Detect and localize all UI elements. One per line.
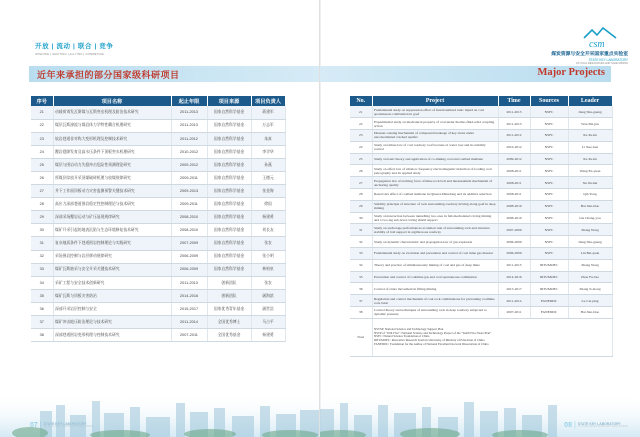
cell-project: 煤层瓦斯渗流与煤岩体力学特性耦合机理研究: [53, 119, 171, 132]
table-notes-row: [350, 318, 612, 356]
cell-no: 25: [350, 153, 372, 165]
cell-no: 32: [350, 236, 372, 248]
table-row: [350, 153, 612, 165]
cell-years: 2011-2012: [498, 130, 530, 142]
cell-leader: 张农: [251, 237, 285, 250]
cell-project: Control theory and techniques of surrounding rock in deep roadway subjected to dynamic pressure: [372, 307, 498, 319]
cell-project: Experimental study on mechanical property of coal under thermo-fluid-solid coupling action: [372, 118, 498, 130]
cell-leader: Jiang Shu-guang: [568, 236, 612, 248]
cell-project: 采场围岩控制与岩层移动规律研究: [53, 250, 171, 263]
cell-no: 29: [31, 211, 53, 224]
col-project-header: 项目名称: [53, 96, 171, 106]
cell-leader: Jiang Shu-guang: [568, 106, 612, 118]
note-line: NSFC: Natural Science Foundation of China: [374, 334, 430, 339]
logo-cn: 煤炭资源与安全开采国家重点实验室: [551, 52, 628, 57]
table-row: [350, 307, 612, 319]
cell-project: 煤矿瓦斯与顶板灾害防治: [53, 289, 171, 302]
table-row: [31, 289, 285, 302]
table-row: [350, 118, 612, 130]
cell-leader: 屠世浩: [251, 302, 285, 315]
cell-project: 深部巷道围岩变形机理与控制技术研究: [53, 329, 171, 342]
cell-source: 国家自然科学基金: [207, 198, 251, 211]
cell-project: Theory and practice of simultaneously mining of coal and gas of deep mine: [372, 259, 498, 271]
table-row: [31, 250, 285, 263]
cell-no: 25: [31, 158, 53, 171]
cell-project: 井下工作面顶板动力灾害监测预警关键技术研究: [53, 185, 171, 198]
cell-years: 2008-2011: [498, 177, 530, 189]
cell-project: 复杂地质条件下巷道围岩控制理论与实践研究: [53, 237, 171, 250]
cell-no: 30: [350, 212, 372, 224]
cell-leader: Xu Jin-hai: [568, 177, 612, 189]
table-row: [31, 171, 285, 184]
note-label: Note: [350, 318, 372, 356]
cell-no: 26: [31, 171, 53, 184]
cell-source: 国家自然科学基金: [207, 185, 251, 198]
cell-years: 2011-2013: [498, 259, 530, 271]
cell-project: Disaster-causing mechanism of compound breakage of key strata under unconsolidated cracked aquifer: [372, 130, 498, 142]
notes-cell: [372, 318, 612, 356]
table-row: [350, 106, 612, 118]
cell-project: Prevention and control of coalmine gas and coal spontaneous combustion: [372, 271, 498, 283]
cell-no: 38: [31, 329, 53, 342]
cell-project: Study on failure law of coal roadway roof because of water loss and its stability control: [372, 141, 498, 153]
cell-source: FANEDDC: [530, 295, 568, 307]
table-row: [31, 224, 285, 237]
table-row: [31, 329, 285, 342]
cell-no: 37: [350, 295, 372, 307]
cell-no: 27: [31, 185, 53, 198]
cell-source: 国家自然科学基金: [207, 250, 251, 263]
table-row: [31, 302, 285, 315]
col-years-header: 起止年限: [171, 96, 207, 106]
cell-source: NSFC: [530, 153, 568, 165]
lab-logo: [540, 26, 628, 65]
cell-leader: 杨建勇: [251, 211, 285, 224]
cell-no: 22: [350, 118, 372, 130]
city-skyline-illustration: [0, 393, 320, 437]
city-skyline-illustration: [320, 393, 640, 437]
cell-source: 国家自然科学基金: [207, 237, 251, 250]
cell-leader: 林柏泉: [251, 263, 285, 276]
table-row: [350, 283, 612, 295]
cell-source: NSFC: [530, 212, 568, 224]
col-sources-header: Sources: [530, 96, 568, 106]
cell-no: 33: [31, 263, 53, 276]
cell-leader: 徐国: [251, 198, 285, 211]
cell-no: 23: [31, 132, 53, 145]
cell-leader: Xu Jia-lin: [568, 130, 612, 142]
cell-leader: 万志军: [251, 119, 285, 132]
cell-years: 2009-2013: [171, 185, 207, 198]
cell-source: NSFC: [530, 106, 568, 118]
cell-no: 28: [350, 189, 372, 201]
cell-source: NSFC: [530, 141, 568, 153]
cell-years: 2011-2012: [171, 132, 207, 145]
cell-source: 创新团队: [207, 289, 251, 302]
table-row: [31, 158, 285, 171]
cell-leader: 朱真: [251, 132, 285, 145]
cell-leader: Zhou Fu-bao: [568, 271, 612, 283]
tagline-cn: 开放 | 流动 | 联合 | 竞争: [35, 43, 114, 50]
cell-years: 2007-2009: [171, 237, 207, 250]
cell-source: NSFC: [530, 236, 568, 248]
cell-project: Study on anchorage performances evolution rule of surrounding rock and structure stability of bolt support in argillaceous roadway: [372, 224, 498, 236]
cell-years: 2011-2013: [498, 118, 530, 130]
cell-project: 煤层与围岩动力失稳冲击危险性预测理论研究: [53, 158, 171, 171]
cell-no: 32: [31, 250, 53, 263]
cell-no: 26: [350, 165, 372, 177]
cell-no: 30: [31, 224, 53, 237]
cell-leader: Xu Jia-lin: [568, 153, 612, 165]
cell-source: NSFC: [530, 189, 568, 201]
cell-project: 煤矿冲击地压防治理论与技术研究: [53, 316, 171, 329]
cell-project: Study on effect law of ultralow frequency electromagnetic induction of loading coal petrography and its applied study: [372, 165, 498, 177]
cell-leader: Zhang Nong: [568, 224, 612, 236]
cell-years: 2009-2012: [171, 158, 207, 171]
cell-source: FANEDDC: [530, 307, 568, 319]
cell-source: 国家自然科学基金: [207, 106, 251, 119]
table-row: [350, 200, 612, 212]
logo-wordmark: csm: [589, 39, 605, 50]
cell-source: 全国优秀基金: [207, 329, 251, 342]
cell-no: 34: [31, 276, 53, 289]
cell-source: 国家优秀青年基金: [207, 302, 251, 315]
cell-project: 煤矿开采引起的地表沉陷与生态环境修复技术研究: [53, 224, 171, 237]
section-banner: [29, 66, 320, 82]
cell-years: 2011-2013: [171, 106, 207, 119]
cell-source: NSFC: [530, 165, 568, 177]
cell-source: IRTUMOEC: [530, 259, 568, 271]
cell-no: 36: [31, 302, 53, 315]
table-header: [350, 96, 612, 106]
cell-leader: 张小明: [251, 250, 285, 263]
table-row: [31, 132, 285, 145]
table-row: [350, 236, 612, 248]
cell-years: 2015-2017: [498, 283, 530, 295]
table-row: [31, 237, 285, 250]
cell-years: 2006-2009: [171, 250, 207, 263]
table-row: [31, 198, 285, 211]
cell-project: Stability principle of structure of rock surrounding roadway driving along goaf in deep mining: [372, 200, 498, 212]
cell-no: 21: [31, 106, 53, 119]
cell-source: 国家自然科学基金: [207, 171, 251, 184]
cell-years: 2009-2011: [171, 171, 207, 184]
cell-no: 34: [350, 259, 372, 271]
table-row: [350, 295, 612, 307]
table-row: [350, 165, 612, 177]
cell-project: 厚煤层综放开采顶煤破碎机理与放煤规律研究: [53, 171, 171, 184]
cell-project: Reservoirs effect of coalbed methane in Qinwei-Dinudong and its additive selection: [372, 189, 498, 201]
table-row: [31, 211, 285, 224]
cell-leader: Wan Zhi-jun: [568, 118, 612, 130]
cell-no: 24: [350, 141, 372, 153]
cell-source: 国家自然科学基金: [207, 263, 251, 276]
cell-no: 35: [350, 271, 372, 283]
projects-table-cn: [31, 96, 286, 342]
table-row: [350, 224, 612, 236]
cell-source: 创新团队: [207, 276, 251, 289]
cell-years: 2011-2014: [498, 295, 530, 307]
cell-project: 高应力深部巷道围岩稳定性控制理论与技术研究: [53, 198, 171, 211]
table-row: [350, 212, 612, 224]
cell-source: 国家自然科学基金: [207, 145, 251, 158]
cell-leader: Bai Jian-biao: [568, 307, 612, 319]
table-row: [350, 248, 612, 260]
logo-en1: STATE KEY LABORATORY: [588, 58, 628, 62]
table-row: [350, 259, 612, 271]
cell-source: NSFC: [530, 200, 568, 212]
cell-project: 深部采场覆岩运动与矿压显现规律研究: [53, 211, 171, 224]
cell-source: NSFC: [530, 130, 568, 142]
cell-leader: 张金海: [251, 185, 285, 198]
cell-source: IRTUMOEC: [530, 283, 568, 295]
cell-no: 21: [350, 106, 372, 118]
cell-years: 2006-2009: [498, 236, 530, 248]
table-row: [31, 185, 285, 198]
tagline: [35, 41, 114, 56]
cell-leader: Zhang Ji-xiong: [568, 283, 612, 295]
cell-no: 29: [350, 200, 372, 212]
cell-leader: 刘长友: [251, 224, 285, 237]
table-row: [31, 263, 285, 276]
cell-project: Regulation and control mechanism of coal rock combinations for preventing coalmine rock burst: [372, 295, 498, 307]
cell-years: 2006-2009: [171, 263, 207, 276]
cell-no: 22: [31, 119, 53, 132]
table-row: [31, 106, 285, 119]
cell-project: Control of strata movement in filling mining: [372, 283, 498, 295]
cell-years: 2014-2016: [498, 271, 530, 283]
col-leader-header: Leader: [568, 96, 612, 106]
cell-project: 煤矿瓦斯抽采与安全开采关键技术研究: [53, 263, 171, 276]
cell-years: 2011-2013: [171, 119, 207, 132]
cell-project: 软岩巷道非对称大变形机理及控制技术研究: [53, 132, 171, 145]
cell-no: 36: [350, 283, 372, 295]
cell-source: NSFC: [530, 248, 568, 260]
table-row: [31, 145, 285, 158]
cell-leader: 屠海滨: [251, 289, 285, 302]
cell-project: 深部开采岩层控制与安全: [53, 302, 171, 315]
col-source-header: 项目来源: [207, 96, 251, 106]
cell-leader: 王德元: [251, 171, 285, 184]
table-row: [350, 271, 612, 283]
cell-source: 国家自然科学基金: [207, 158, 251, 171]
cell-source: 全国优秀博士: [207, 316, 251, 329]
cell-source: 国家自然科学基金: [207, 119, 251, 132]
cell-leader: 李学华: [251, 145, 285, 158]
section-title: Major Projects: [537, 67, 605, 78]
table-row: [31, 119, 285, 132]
cell-source: NSFC: [530, 177, 568, 189]
cell-project: Fundamental study on suppression effect of functionalized ionic liquid on coal spontaneous combustion in goaf: [372, 106, 498, 118]
cell-project: Propagation law of exciting force of mine rock bolt and measurement mechanism of anchoring quality: [372, 177, 498, 189]
cell-source: NSFC: [530, 118, 568, 130]
cell-no: 31: [31, 237, 53, 250]
col-no-header: 序号: [31, 96, 53, 106]
note-line: FANEDDC: Foundation for the Author of National Excellent Doctoral Dissertation of China: [374, 341, 489, 346]
cell-project: 动载荷诱发瓦斯煤与瓦斯突出机理及防治技术研究: [53, 106, 171, 119]
cell-years: 2011-2013: [171, 276, 207, 289]
col-leader-header: 项目负责人: [251, 96, 285, 106]
cell-years: 2008-2011: [498, 189, 530, 201]
cell-source: 国家自然科学基金: [207, 211, 251, 224]
cell-source: 国家自然科学基金: [207, 132, 251, 145]
table-row: [350, 189, 612, 201]
cell-project: 覆岩裂隙发育及高水压条件下顶板突水机理研究: [53, 145, 171, 158]
cell-no: 37: [31, 316, 53, 329]
projects-table-en: [350, 96, 613, 357]
cell-years: 2007-2009: [498, 224, 530, 236]
right-page: [320, 0, 640, 437]
cell-no: 35: [31, 289, 53, 302]
cell-years: 2007-2011: [171, 329, 207, 342]
col-project-header: Project: [372, 96, 498, 106]
cell-leader: 孙燕: [251, 158, 285, 171]
section-title: 近年来承担的部分国家级科研项目: [37, 70, 180, 80]
cell-project: 采矿工程与安全技术创新研究: [53, 276, 171, 289]
cell-years: 2010-2012: [171, 145, 207, 158]
cell-project: Study on basic theory and application of co-mining coal and coalbed methane: [372, 153, 498, 165]
col-no-header: No.: [350, 96, 372, 106]
cell-no: 23: [350, 130, 372, 142]
note-line: NSTP of "10th Five": National Science and Technology Project of the "Tenth Five-Years Plan": [374, 330, 492, 335]
cell-years: 2008-2010: [171, 224, 207, 237]
note-line: NSTSP: National Science and Technology Support Plan: [374, 326, 444, 331]
mountain-logo-icon: [582, 26, 618, 50]
table-row: [350, 177, 612, 189]
cell-years: 2009-2011: [171, 198, 207, 211]
cell-no: 28: [31, 198, 53, 211]
cell-leader: 张农: [251, 276, 285, 289]
cell-no: 31: [350, 224, 372, 236]
cell-leader: Lu Cai-ping: [568, 295, 612, 307]
cell-project: Study on dynamic characteristic and propagation law of gas explosion: [372, 236, 498, 248]
table-row: [350, 130, 612, 142]
cell-years: 2008-2010: [498, 212, 530, 224]
section-banner: [320, 66, 611, 82]
table-row: [350, 141, 612, 153]
cell-leader: Liu Chang-you: [568, 212, 612, 224]
cell-no: 33: [350, 248, 372, 260]
cell-years: 2011-2013: [498, 106, 530, 118]
cell-leader: Bai Jian-biao: [568, 200, 612, 212]
cell-years: 2007-2011: [498, 307, 530, 319]
cell-leader: 杨建勇: [251, 329, 285, 342]
cell-years: 2011-2014: [171, 316, 207, 329]
cell-project: Study on interaction between tunnelling two-area in full-mechanized caving mining and a two-leg sub-level caving shield support: [372, 212, 498, 224]
tagline-en: OPENING | SHIFTING | ALLYING | COMPETING: [35, 52, 105, 56]
cell-source: NSFC: [530, 224, 568, 236]
table-row: [31, 276, 285, 289]
cell-leader: 蒋建军: [251, 106, 285, 119]
cell-leader: Li Xue-hua: [568, 141, 612, 153]
cell-years: 2015-2017: [171, 302, 207, 315]
logo-en2: OF COAL RESOURCES AND SAFE MINING: [575, 62, 628, 65]
col-time-header: Time: [498, 96, 530, 106]
cell-years: 2008-2010: [171, 211, 207, 224]
cell-years: 2010-2012: [498, 141, 530, 153]
note-line: IRTUMOEC: Innovative Research Team in University of Ministry of Education of China: [374, 338, 485, 343]
cell-leader: Lin Bai-quan: [568, 248, 612, 260]
cell-years: 2014-2016: [171, 289, 207, 302]
cell-years: 2009-2012: [498, 153, 530, 165]
cell-no: 27: [350, 177, 372, 189]
cell-no: 24: [31, 145, 53, 158]
cell-leader: Wang En-yuan: [568, 165, 612, 177]
cell-source: 国家自然科学基金: [207, 224, 251, 237]
table-row: [31, 316, 285, 329]
cell-leader: 马占平: [251, 316, 285, 329]
table-header: [31, 96, 285, 106]
cell-project: Fundamental study on evolution and prevention and control of coal mine gas disaster: [372, 248, 498, 260]
cell-years: 2008-2011: [498, 165, 530, 177]
cell-years: 2008-2010: [498, 200, 530, 212]
cell-leader: Qin Yong: [568, 189, 612, 201]
cell-source: IRTUMOEC: [530, 271, 568, 283]
cell-years: 2006-2009: [498, 248, 530, 260]
cell-leader: Zhang Nong: [568, 259, 612, 271]
cell-no: 38: [350, 307, 372, 319]
